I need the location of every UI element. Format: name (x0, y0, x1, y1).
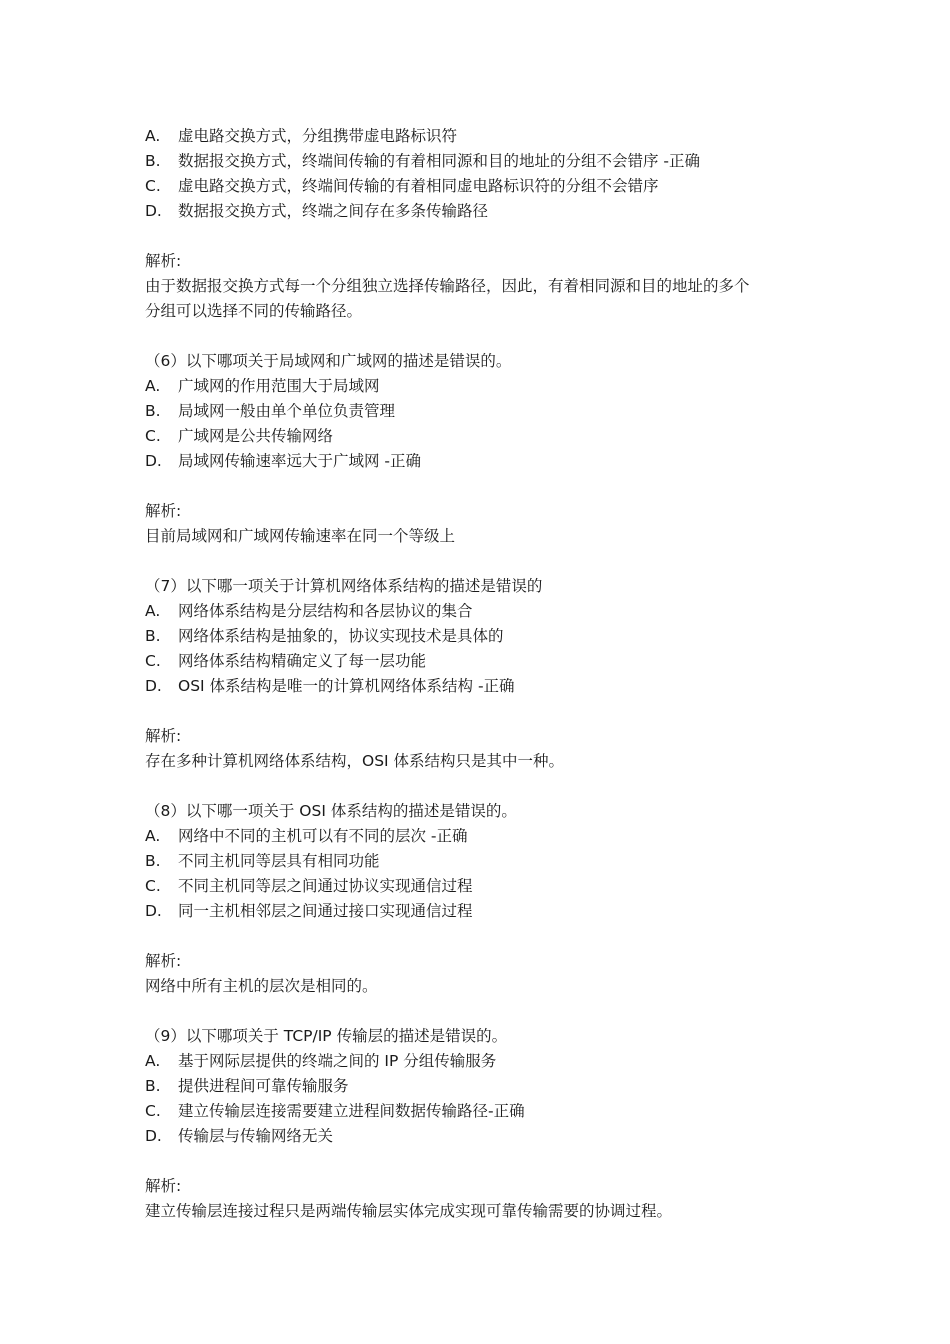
option-text: 网络体系结构是分层结构和各层协议的集合 (178, 602, 473, 620)
option-a: A. 广域网的作用范围大于局域网 (145, 374, 845, 399)
option-b: B. 局域网一般由单个单位负责管理 (145, 399, 845, 424)
option-text: 网络体系结构是抽象的，协议实现技术是具体的 (178, 627, 504, 645)
analysis-text: 网络中所有主机的层次是相同的。 (145, 977, 378, 995)
option-text: 数据报交换方式，终端间传输的有着相同源和目的地址的分组不会错序 -正确 (178, 152, 701, 170)
option-c: C. 建立传输层连接需要建立进程间数据传输路径-正确 (145, 1099, 845, 1124)
document-page (145, 124, 845, 1224)
analysis-text: 由于数据报交换方式每一个分组独立选择传输路径，因此，有着相同源和目的地址的多个 (145, 277, 750, 295)
analysis-label: 解析: (145, 502, 182, 520)
option-text: 不同主机同等层具有相同功能 (178, 852, 380, 870)
option-text: 不同主机同等层之间通过协议实现通信过程 (178, 877, 473, 895)
analysis-label: 解析: (145, 252, 182, 270)
question-title: （7）以下哪一项关于计算机网络体系结构的描述是错误的 (145, 577, 543, 595)
question-title: （9）以下哪项关于 TCP/IP 传输层的描述是错误的。 (145, 1027, 508, 1045)
option-text: OSI 体系结构是唯一的计算机网络体系结构 -正确 (178, 677, 515, 695)
option-text: 广域网是公共传输网络 (178, 427, 334, 445)
option-text: 网络体系结构精确定义了每一层功能 (178, 652, 427, 670)
option-c: C. 不同主机同等层之间通过协议实现通信过程 (145, 874, 845, 899)
option-text: 数据报交换方式，终端之间存在多条传输路径 (178, 202, 489, 220)
option-d: D. OSI 体系结构是唯一的计算机网络体系结构 -正确 (145, 674, 845, 699)
option-text: 局域网传输速率远大于广域网 -正确 (178, 452, 422, 470)
option-a: A. 基于网际层提供的终端之间的 IP 分组传输服务 (145, 1049, 845, 1074)
question-block-6 (145, 349, 845, 574)
question-block-8 (145, 799, 845, 1024)
question-block-7 (145, 574, 845, 799)
option-text: 同一主机相邻层之间通过接口实现通信过程 (178, 902, 473, 920)
analysis-text: 目前局域网和广域网传输速率在同一个等级上 (145, 527, 456, 545)
analysis-label: 解析: (145, 952, 182, 970)
option-a: A. 网络中不同的主机可以有不同的层次 -正确 (145, 824, 845, 849)
option-a: A. 网络体系结构是分层结构和各层协议的集合 (145, 599, 845, 624)
option-c: C. 广域网是公共传输网络 (145, 424, 845, 449)
question-block-9 (145, 1024, 845, 1224)
option-d: D. 数据报交换方式，终端之间存在多条传输路径 (145, 199, 845, 224)
option-b: B. 不同主机同等层具有相同功能 (145, 849, 845, 874)
option-text: 局域网一般由单个单位负责管理 (178, 402, 396, 420)
analysis-label: 解析: (145, 727, 182, 745)
option-text: 提供进程间可靠传输服务 (178, 1077, 349, 1095)
option-c: C. 虚电路交换方式，终端间传输的有着相同虚电路标识符的分组不会错序 (145, 174, 845, 199)
option-d: D. 局域网传输速率远大于广域网 -正确 (145, 449, 845, 474)
question-block-5 (145, 124, 845, 349)
option-b: B. 数据报交换方式，终端间传输的有着相同源和目的地址的分组不会错序 -正确 (145, 149, 845, 174)
analysis-text: 建立传输层连接过程只是两端传输层实体完成实现可靠传输需要的协调过程。 (145, 1202, 673, 1220)
option-text: 建立传输层连接需要建立进程间数据传输路径-正确 (178, 1102, 525, 1120)
option-text: 广域网的作用范围大于局域网 (178, 377, 380, 395)
option-text: 传输层与传输网络无关 (178, 1127, 334, 1145)
analysis-text: 存在多种计算机网络体系结构，OSI 体系结构只是其中一种。 (145, 752, 565, 770)
question-title: （6）以下哪项关于局域网和广域网的描述是错误的。 (145, 352, 512, 370)
option-text: 虚电路交换方式，分组携带虚电路标识符 (178, 127, 458, 145)
analysis-text: 分组可以选择不同的传输路径。 (145, 302, 363, 320)
option-text: 基于网际层提供的终端之间的 IP 分组传输服务 (178, 1052, 497, 1070)
option-d: D. 同一主机相邻层之间通过接口实现通信过程 (145, 899, 845, 924)
question-title: （8）以下哪一项关于 OSI 体系结构的描述是错误的。 (145, 802, 517, 820)
option-b: B. 提供进程间可靠传输服务 (145, 1074, 845, 1099)
option-text: 虚电路交换方式，终端间传输的有着相同虚电路标识符的分组不会错序 (178, 177, 659, 195)
option-c: C. 网络体系结构精确定义了每一层功能 (145, 649, 845, 674)
analysis-label: 解析: (145, 1177, 182, 1195)
option-b: B. 网络体系结构是抽象的，协议实现技术是具体的 (145, 624, 845, 649)
option-a: A. 虚电路交换方式，分组携带虚电路标识符 (145, 124, 845, 149)
option-text: 网络中不同的主机可以有不同的层次 -正确 (178, 827, 468, 845)
option-d: D. 传输层与传输网络无关 (145, 1124, 845, 1149)
